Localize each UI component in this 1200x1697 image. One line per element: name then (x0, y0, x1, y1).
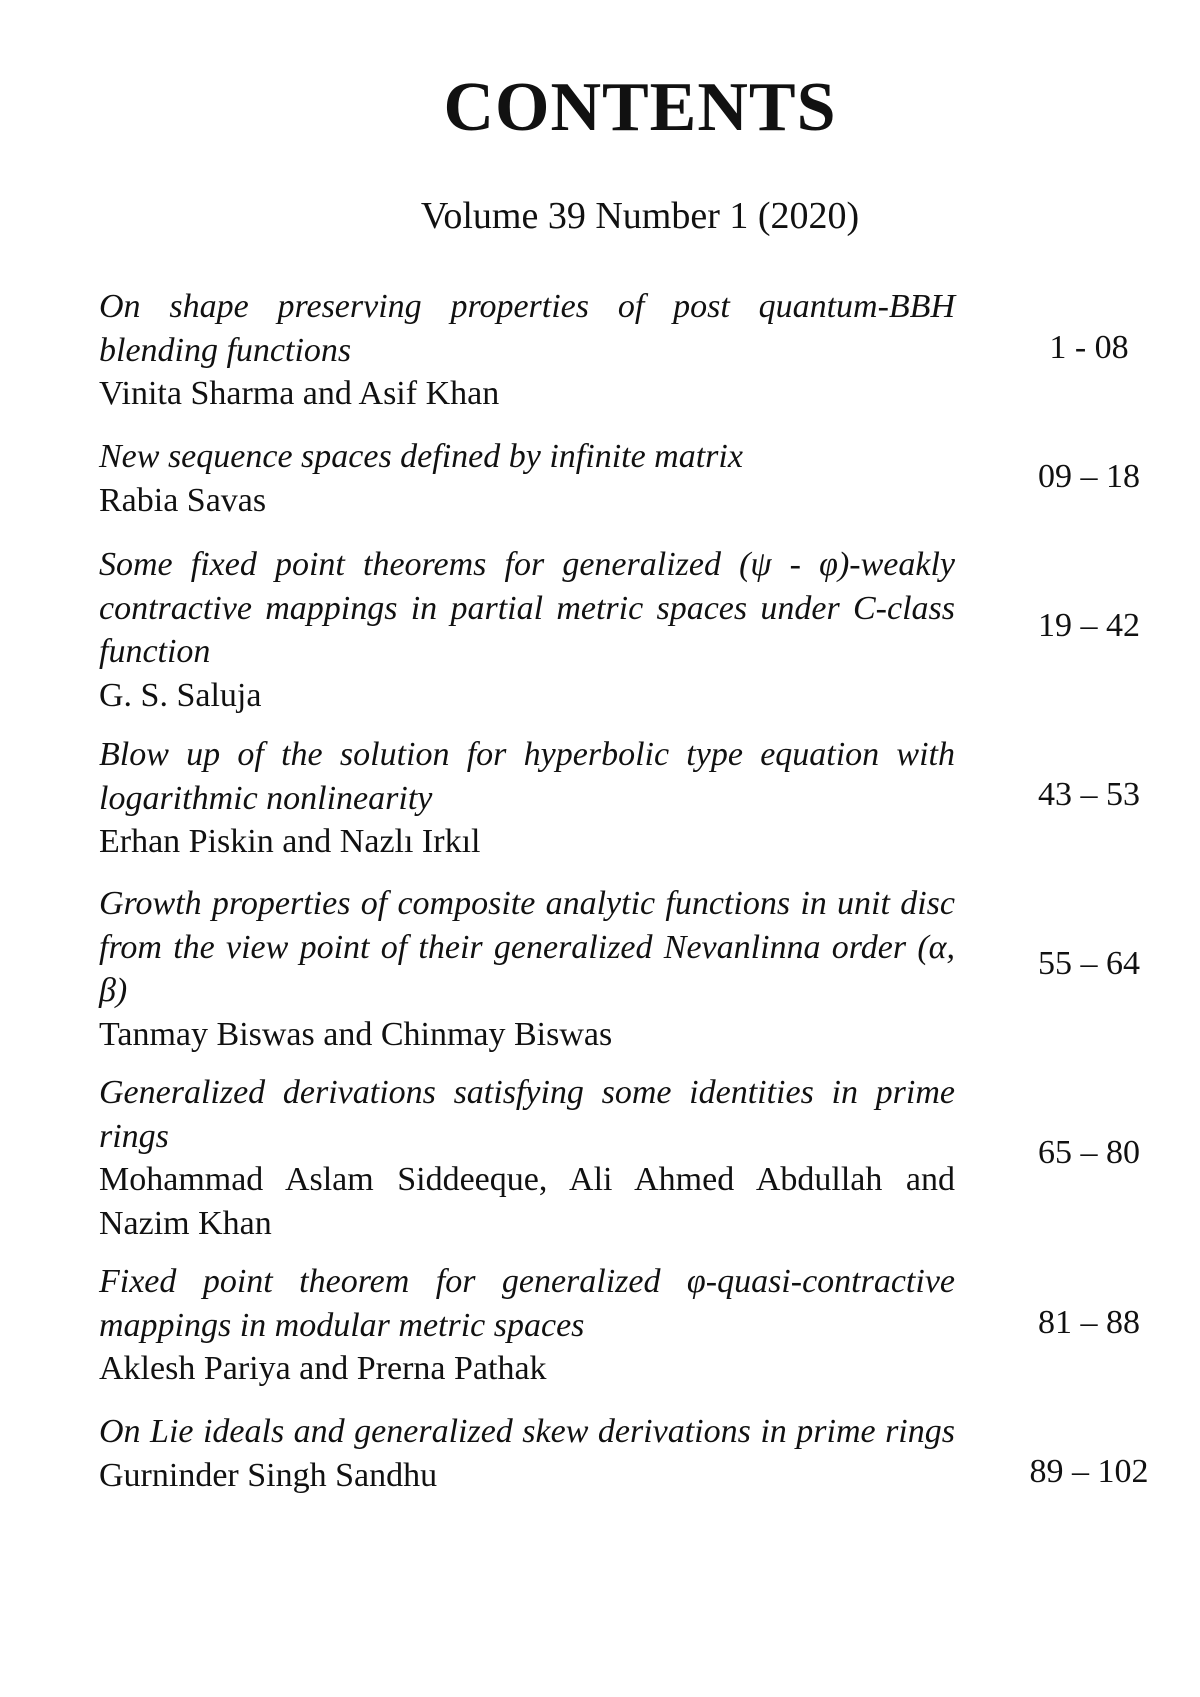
page-title: CONTENTS (443, 69, 837, 146)
article-title: Blow up of the solution for hyperbolic type equation with logarithmic nonlinearity (99, 736, 955, 817)
article-title: Some fixed point theorems for generalized (ψ - φ)-weakly contractive mappings in partial metric spaces under C-class function (99, 546, 955, 670)
article-title: Fixed point theorem for generalized φ-quasi-contractive mappings in modular metric spaces (99, 1263, 955, 1344)
page-range: 43 – 53 (1038, 776, 1140, 813)
page-range: 65 – 80 (1038, 1134, 1140, 1171)
article-title: On shape preserving properties of post quantum-BBH blending functions (99, 288, 955, 369)
article-authors: Mohammad Aslam Siddeeque, Ali Ahmed Abdullah and Nazim Khan (99, 1161, 955, 1242)
article-authors: Tanmay Biswas and Chinmay Biswas (99, 1015, 613, 1053)
volume-info: Volume 39 Number 1 (2020) (420, 195, 860, 237)
article-authors: Gurninder Singh Sandhu (99, 1456, 438, 1494)
page-range: 19 – 42 (1038, 607, 1140, 644)
page-range: 09 – 18 (1038, 458, 1140, 495)
article-authors: Vinita Sharma and Asif Khan (99, 375, 500, 412)
article-title: Generalized derivations satisfying some identities in prime rings (99, 1074, 955, 1155)
article-title: New sequence spaces defined by infinite matrix (99, 438, 743, 475)
page-range: 55 – 64 (1038, 945, 1140, 982)
article-authors: Aklesh Pariya and Prerna Pathak (99, 1350, 547, 1387)
article-authors: Erhan Piskin and Nazlı Irkıl (99, 823, 481, 860)
article-title: On Lie ideals and generalized skew derivations in prime rings (99, 1413, 955, 1450)
article-title: Growth properties of composite analytic functions in unit disc from the view point of their generalized Nevanlinna order (α, β) (99, 885, 955, 1009)
article-authors: G. S. Saluja (99, 676, 262, 714)
article-authors: Rabia Savas (99, 481, 267, 519)
page-range: 89 – 102 (1029, 1453, 1149, 1490)
page-range: 81 – 88 (1038, 1304, 1140, 1341)
page-range: 1 - 08 (1049, 329, 1129, 366)
